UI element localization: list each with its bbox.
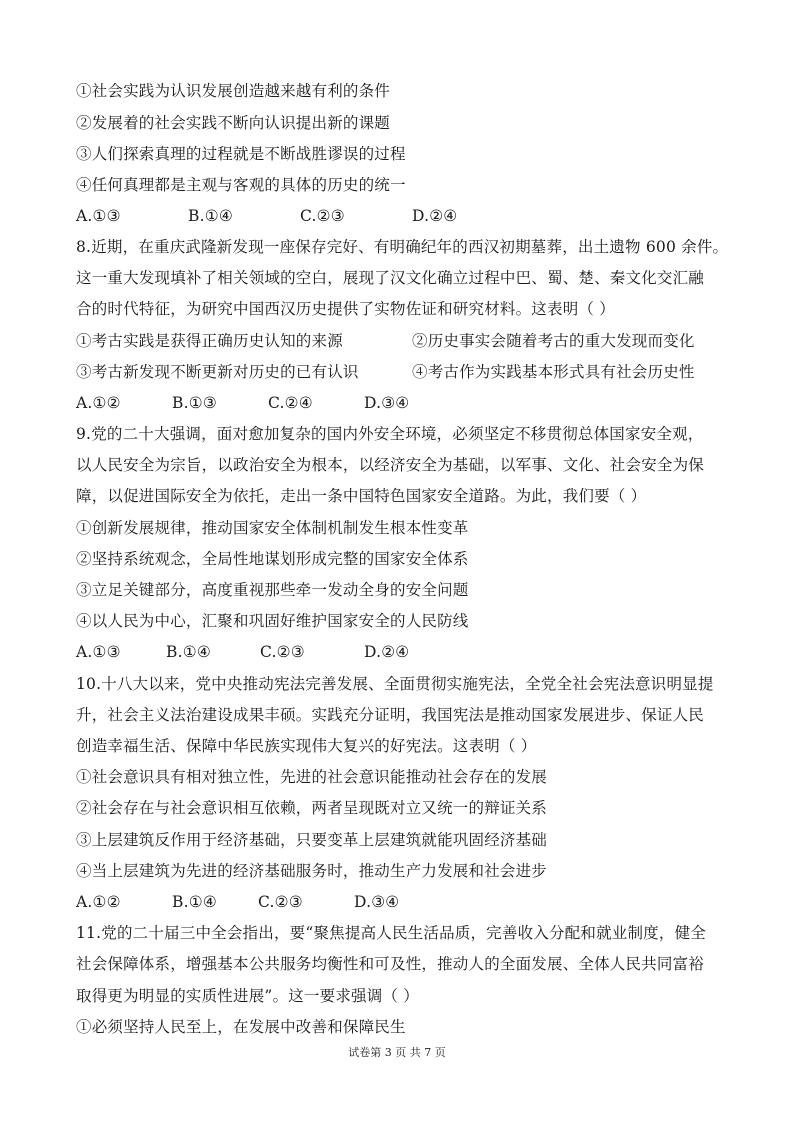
q10-option-a[interactable]: A.①② [76,893,121,911]
q8-stem-line-3: 合的时代特征，为研究中国西汉历史提供了实物佐证和研究材料。这表明（ ） [76,300,615,318]
q10-statement-1: ①社会意识具有相对独立性，先进的社会意识能推动社会存在的发展 [76,768,548,786]
q9-statement-1: ①创新发展规律，推动国家安全体制机制发生根本性变革 [76,519,469,537]
q9-option-c[interactable]: C.②③ [260,643,305,661]
q9-statement-2: ②坚持系统观念，全局性地谋划形成完整的国家安全体系 [76,550,469,568]
q7-option-a[interactable]: A.①③ [76,207,121,225]
q9-option-a[interactable]: A.①③ [76,643,121,661]
q11-statement-1: ①必须坚持人民至上，在发展中改善和保障民生 [76,1018,406,1036]
q11-stem-line-1: 11.党的二十届三中全会指出，要“聚焦提高人民生活品质，完善收入分配和就业制度，健全 [76,924,706,942]
q10-statement-4: ④当上层建筑为先进的经济基础服务时，推动生产力发展和社会进步 [76,862,548,880]
q10-stem-line-2: 升，社会主义法治建设成果丰硕。实践充分证明，我国宪法是推动国家发展进步、保证人民 [76,706,705,724]
q10-stem-line-3: 创造幸福生活、保障中华民族实现伟大复兴的好宪法。这表明（ ） [76,737,537,755]
q7-option-c[interactable]: C.②③ [300,207,345,225]
q7-statement-1: ①社会实践为认识发展创造越来越有利的条件 [76,82,391,100]
q10-option-d[interactable]: D.③④ [354,893,400,911]
q8-statement-2: ②历史事实会随着考古的重大发现而变化 [412,332,695,350]
q8-statement-3: ③考古新发现不断更新对历史的已有认识 [76,363,359,381]
q11-stem-line-2: 社会保障体系，增强基本公共服务均衡性和可及性，推动人的全面发展、全体人民共同富裕 [76,955,705,973]
q7-option-b[interactable]: B.①④ [188,207,233,225]
q7-statement-4: ④任何真理都是主观与客观的具体的历史的统一 [76,176,406,194]
q8-option-b[interactable]: B.①③ [172,394,217,412]
q9-option-b[interactable]: B.①④ [166,643,211,661]
q10-option-c[interactable]: C.②③ [258,893,303,911]
q7-option-d[interactable]: D.②④ [412,207,458,225]
q9-stem-line-2: 以人民安全为宗旨，以政治安全为根本，以经济安全为基础，以军事、文化、社会安全为保 [76,456,705,474]
q10-statement-3: ③上层建筑反作用于经济基础，只要变革上层建筑就能巩固经济基础 [76,831,548,849]
q10-stem-line-1: 10.十八大以来，党中央推动宪法完善发展、全面贯彻实施宪法，全党全社会宪法意识明显提 [76,675,714,693]
q7-statement-2: ②发展着的社会实践不断向认识提出新的课题 [76,114,391,132]
q10-statement-2: ②社会存在与社会意识相互依赖，两者呈现既对立又统一的辩证关系 [76,799,548,817]
q8-statement-4: ④考古作为实践基本形式具有社会历史性 [412,363,695,381]
q9-option-d[interactable]: D.②④ [364,643,410,661]
q8-stem-line-1: 8.近期，在重庆武隆新发现一座保存完好、有明确纪年的西汉初期墓葬，出土遗物 600 余件。 [76,238,729,256]
q10-option-b[interactable]: B.①④ [172,893,217,911]
q8-stem-line-2: 这一重大发现填补了相关领域的空白，展现了汉文化确立过程中巴、蜀、楚、秦文化交汇融 [76,269,705,287]
q8-statement-1: ①考古实践是获得正确历史认知的来源 [76,332,343,350]
q11-stem-line-3: 取得更为明显的实质性进展”。这一要求强调（ ） [76,987,419,1005]
q8-option-a[interactable]: A.①② [76,394,121,412]
q8-option-d[interactable]: D.③④ [364,394,410,412]
q7-statement-3: ③人们探索真理的过程就是不断战胜谬误的过程 [76,145,406,163]
q8-option-c[interactable]: C.②④ [268,394,313,412]
q9-statement-3: ③立足关键部分，高度重视那些牵一发动全身的安全问题 [76,581,469,599]
q9-stem-line-3: 障，以促进国际安全为依托，走出一条中国特色国家安全道路。为此，我们要（ ） [76,487,647,505]
q9-stem-line-1: 9.党的二十大强调，面对愈加复杂的国内外安全环境，必须坚定不移贯彻总体国家安全观， [76,425,704,443]
q9-statement-4: ④以人民为中心，汇聚和巩固好维护国家安全的人民防线 [76,612,469,630]
page-footer: 试卷第 3 页 共 7 页 [348,1046,446,1059]
